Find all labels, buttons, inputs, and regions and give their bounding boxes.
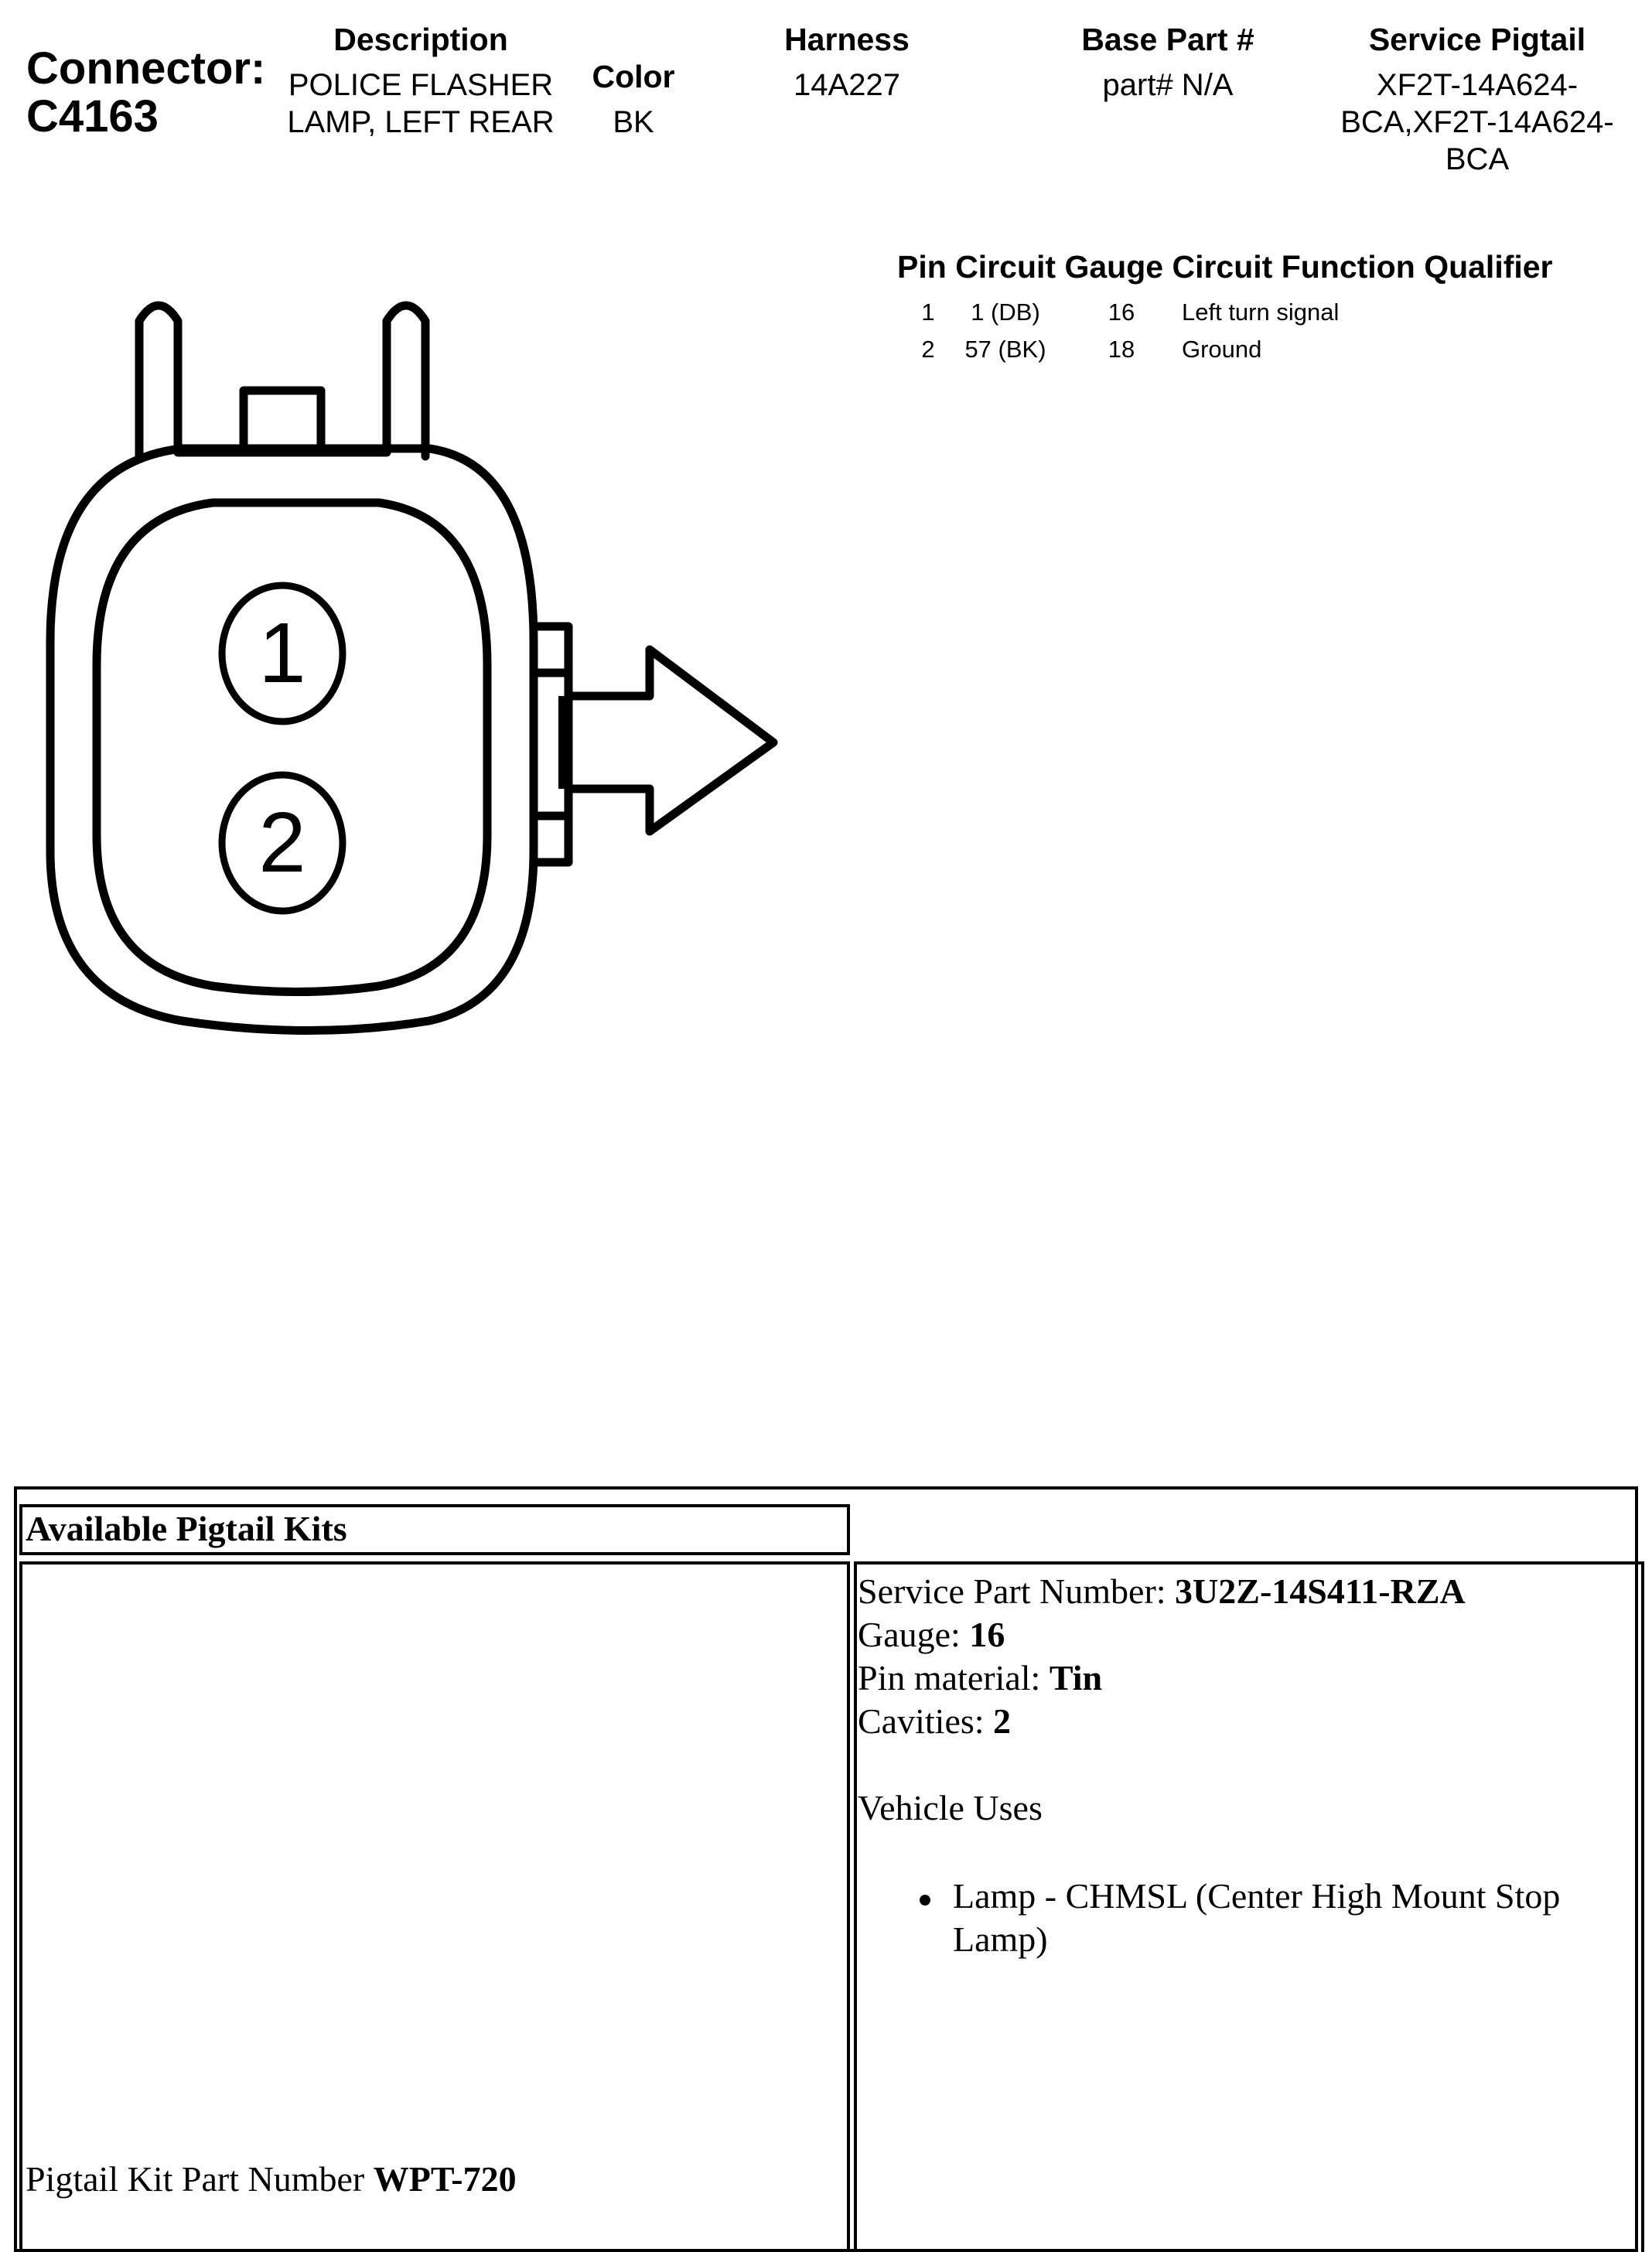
kit-cavities [858, 1700, 1011, 1743]
pin-material-value: Tin [1049, 1658, 1103, 1698]
pin-1-gauge: 16 [1108, 299, 1135, 326]
connector-title: Connector: [26, 43, 266, 94]
kit-gauge-label: Gauge: [858, 1615, 970, 1654]
description-line-1: POLICE FLASHER [288, 68, 554, 102]
vehicle-uses-title: Vehicle Uses [858, 1788, 1043, 1827]
circuit-column-header: Circuit [955, 249, 1056, 285]
vehicle-use-item [953, 1875, 1560, 1961]
vehicle-use-line-1: Lamp - CHMSL (Center High Mount Stop [953, 1876, 1561, 1916]
connector-inner-face [97, 503, 487, 992]
cavities-label: Cavities: [858, 1701, 994, 1741]
service-part-value: 3U2Z-14S411-RZA [1175, 1571, 1466, 1611]
description-line-2: LAMP, LEFT REAR [287, 105, 555, 139]
qualifier-column-header: Qualifier [1424, 249, 1553, 285]
pin-2-function: Ground [1182, 336, 1262, 363]
pin-2-circuit: 57 (BK) [964, 336, 1046, 363]
pin-material-label: Pin material: [858, 1658, 1050, 1698]
vehicle-use-line-2: Lamp) [953, 1919, 1048, 1959]
pin-1-circuit: 1 (DB) [971, 299, 1040, 326]
cavities-value: 2 [993, 1701, 1012, 1741]
harness-header: Harness [784, 22, 910, 57]
pin-table-header [897, 249, 1553, 285]
connector-lock-tabs [139, 305, 425, 456]
kit-pin-material [858, 1657, 1102, 1700]
pin-2-number: 2 [921, 336, 935, 363]
bullet-icon [920, 1895, 930, 1906]
service-part-label: Service Part Number: [858, 1571, 1176, 1611]
service-pigtail-line-3: BCA [1445, 142, 1510, 176]
pigtail-kit-part-number [26, 2158, 517, 2201]
base-part-header: Base Part # [1081, 22, 1254, 57]
kit-gauge-value: 16 [969, 1615, 1005, 1654]
description-header: Description [333, 22, 508, 57]
mating-direction-arrow [568, 650, 773, 831]
color-value: BK [613, 105, 654, 139]
pin-column-header: Pin [897, 249, 947, 285]
pin-1-label: 1 [258, 606, 306, 701]
color-header: Color [592, 59, 675, 94]
connector-id: C4163 [26, 91, 159, 142]
pigtail-kits-title: Available Pigtail Kits [26, 1509, 347, 1548]
service-part-number [858, 1570, 1466, 1613]
harness-value: 14A227 [794, 68, 900, 102]
service-pigtail-value [1315, 67, 1640, 178]
pin-2-label: 2 [258, 795, 306, 890]
connector-diagram [0, 0, 851, 1083]
base-part-value: part# N/A [1102, 68, 1234, 102]
connector-latch [244, 391, 321, 452]
service-pigtail-line-2: BCA,XF2T-14A624- [1340, 105, 1614, 139]
pigtail-kit-image-cell [19, 1561, 850, 2252]
service-pigtail-line-1: XF2T-14A624- [1376, 68, 1579, 102]
kit-part-value: WPT-720 [373, 2159, 517, 2199]
pin-1-number: 1 [921, 299, 935, 326]
connector-key-bar [558, 696, 569, 789]
service-pigtail-header: Service Pigtail [1368, 22, 1586, 57]
pin-1-function: Left turn signal [1182, 299, 1340, 326]
kit-gauge [858, 1613, 1005, 1657]
gauge-column-header: Gauge [1064, 249, 1164, 285]
kit-part-label: Pigtail Kit Part Number [26, 2159, 374, 2199]
circuit-function-column-header: Circuit Function [1172, 249, 1415, 285]
pin-2-gauge: 18 [1108, 336, 1135, 363]
